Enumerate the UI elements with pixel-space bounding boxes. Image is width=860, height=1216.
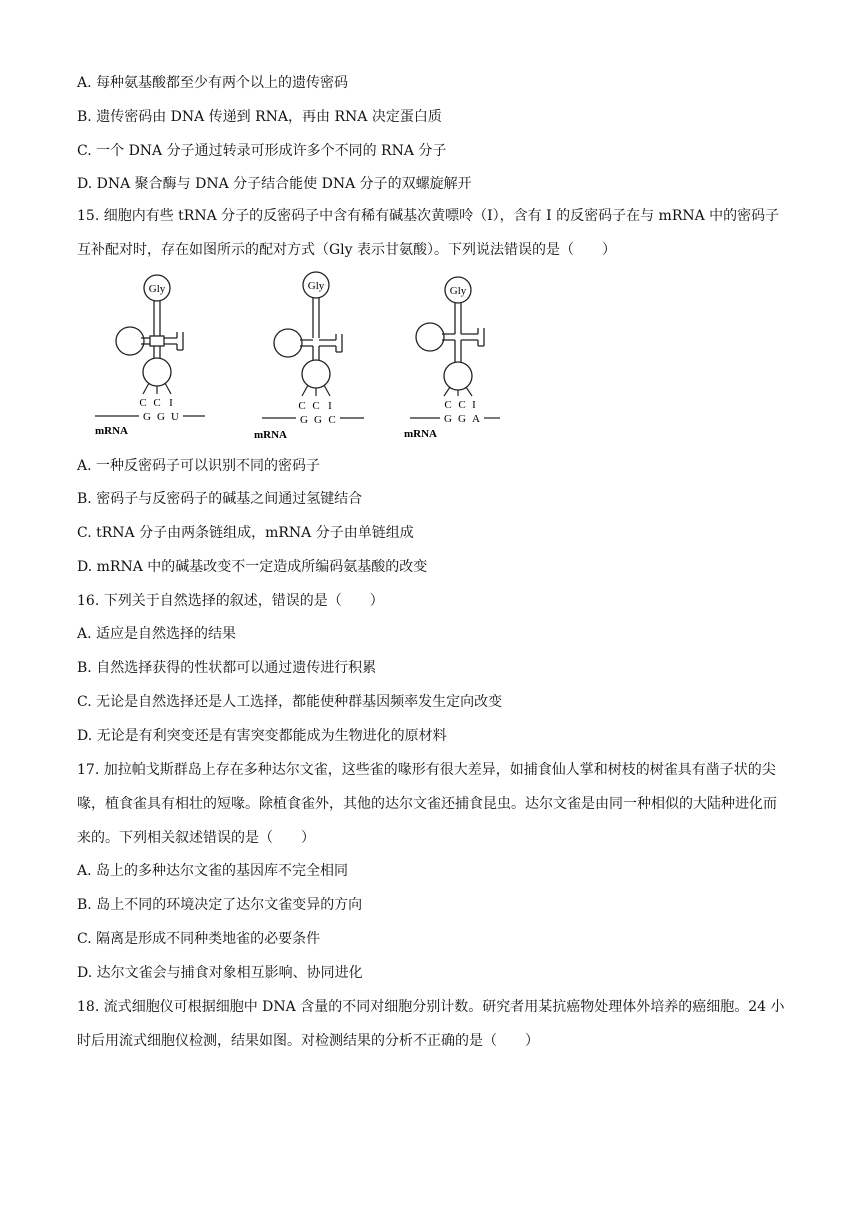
trna-2-codon-2: G — [314, 414, 322, 426]
trna-3-codon-2: G — [458, 413, 466, 425]
trna-2-amino-acid: Gly — [307, 280, 325, 292]
trna-1-codon-3: U — [171, 411, 179, 423]
q17-option-d: D. 达尔文雀会与捕食对象相互影响、协同进化 — [77, 965, 363, 981]
q16-option-d: D. 无论是有利突变还是有害突变都能成为生物进化的原材料 — [77, 728, 447, 744]
q16-option-b: B. 自然选择获得的性状都可以通过遗传进行积累 — [77, 660, 377, 676]
trna-3-codon-3: A — [472, 413, 480, 425]
q16-stem: 16. 下列关于自然选择的叙述，错误的是（ ） — [77, 593, 384, 609]
trna-3-amino-acid: Gly — [449, 285, 467, 297]
q17-stem: 17. 加拉帕戈斯群岛上存在多种达尔文雀，这些雀的喙形有很大差异，如捕食仙人掌和树枝的树雀具有凿子状的尖喙，植食雀具有相壮的短喙。除植食雀外，其他的达尔文雀还捕食昆虫。达尔文雀是由同一种相似的大陆种进化而来的。下列相关叙述错误的是（ ） — [77, 762, 777, 846]
trna-1-anticodon-3: I — [169, 397, 173, 409]
trna-2-codon-3: C — [328, 414, 336, 426]
q16-option-c: C. 无论是自然选择还是人工选择，都能使种群基因频率发生定向改变 — [77, 694, 503, 710]
trna-1-codon-1: G — [143, 411, 151, 423]
trna-1-anticodon-1: C — [139, 397, 147, 409]
trna-figure — [0, 268, 860, 448]
trna-3-anticodon-1: C — [444, 399, 452, 411]
q17-option-a: A. 岛上的多种达尔文雀的基因库不完全相同 — [77, 863, 349, 879]
trna-3-codon-1: G — [444, 413, 452, 425]
trna-1-mrna-label: mRNA — [95, 425, 128, 437]
trna-1-codon-2: G — [157, 411, 165, 423]
q15-stem: 15. 细胞内有些 tRNA 分子的反密码子中含有稀有碱基次黄嘌呤（I），含有 I 的反密码子在与 mRNA 中的密码子互补配对时，存在如图所示的配对方式（Gly 表示甘氨酸）。下列说法错误的是（ ） — [77, 208, 780, 258]
trna-3 — [404, 277, 500, 440]
q15-option-d: D. mRNA 中的碱基改变不一定造成所编码氨基酸的改变 — [77, 559, 428, 575]
trna-3-anticodon-2: C — [458, 399, 466, 411]
q15-option-a: A. 一种反密码子可以识别不同的密码子 — [77, 458, 321, 474]
trna-2-anticodon-3: I — [328, 400, 332, 412]
q17-option-b: B. 岛上不同的环境决定了达尔文雀变异的方向 — [77, 897, 363, 913]
q15-option-b: B. 密码子与反密码子的碱基之间通过氢键结合 — [77, 491, 363, 507]
trna-1-anticodon-2: C — [153, 397, 161, 409]
trna-2-codon-1: G — [300, 414, 308, 426]
trna-2-anticodon-1: C — [298, 400, 306, 412]
trna-2-anticodon-2: C — [312, 400, 320, 412]
q14-option-c: C. 一个 DNA 分子通过转录可形成许多个不同的 RNA 分子 — [77, 143, 447, 159]
trna-2 — [254, 272, 364, 441]
q14-option-b: B. 遗传密码由 DNA 传递到 RNA，再由 RNA 决定蛋白质 — [77, 109, 442, 125]
q14-option-d: D. DNA 聚合酶与 DNA 分子结合能使 DNA 分子的双螺旋解开 — [77, 176, 472, 192]
trna-1-amino-acid: Gly — [148, 283, 166, 295]
q17-option-c: C. 隔离是形成不同种类地雀的必要条件 — [77, 931, 321, 947]
q18-stem: 18. 流式细胞仪可根据细胞中 DNA 含量的不同对细胞分别计数。研究者用某抗癌物处理体外培养的癌细胞。24 小时后用流式细胞仪检测，结果如图。对检测结果的分析不正确的是（ ） — [77, 999, 785, 1049]
q15-option-c: C. tRNA 分子由两条链组成，mRNA 分子由单链组成 — [77, 525, 414, 541]
trna-3-mrna-label: mRNA — [404, 428, 437, 440]
trna-1 — [95, 275, 205, 437]
q14-option-a: A. 每种氨基酸都至少有两个以上的遗传密码 — [77, 75, 349, 91]
trna-2-mrna-label: mRNA — [254, 429, 287, 441]
trna-3-anticodon-3: I — [472, 399, 476, 411]
q16-option-a: A. 适应是自然选择的结果 — [77, 626, 237, 642]
